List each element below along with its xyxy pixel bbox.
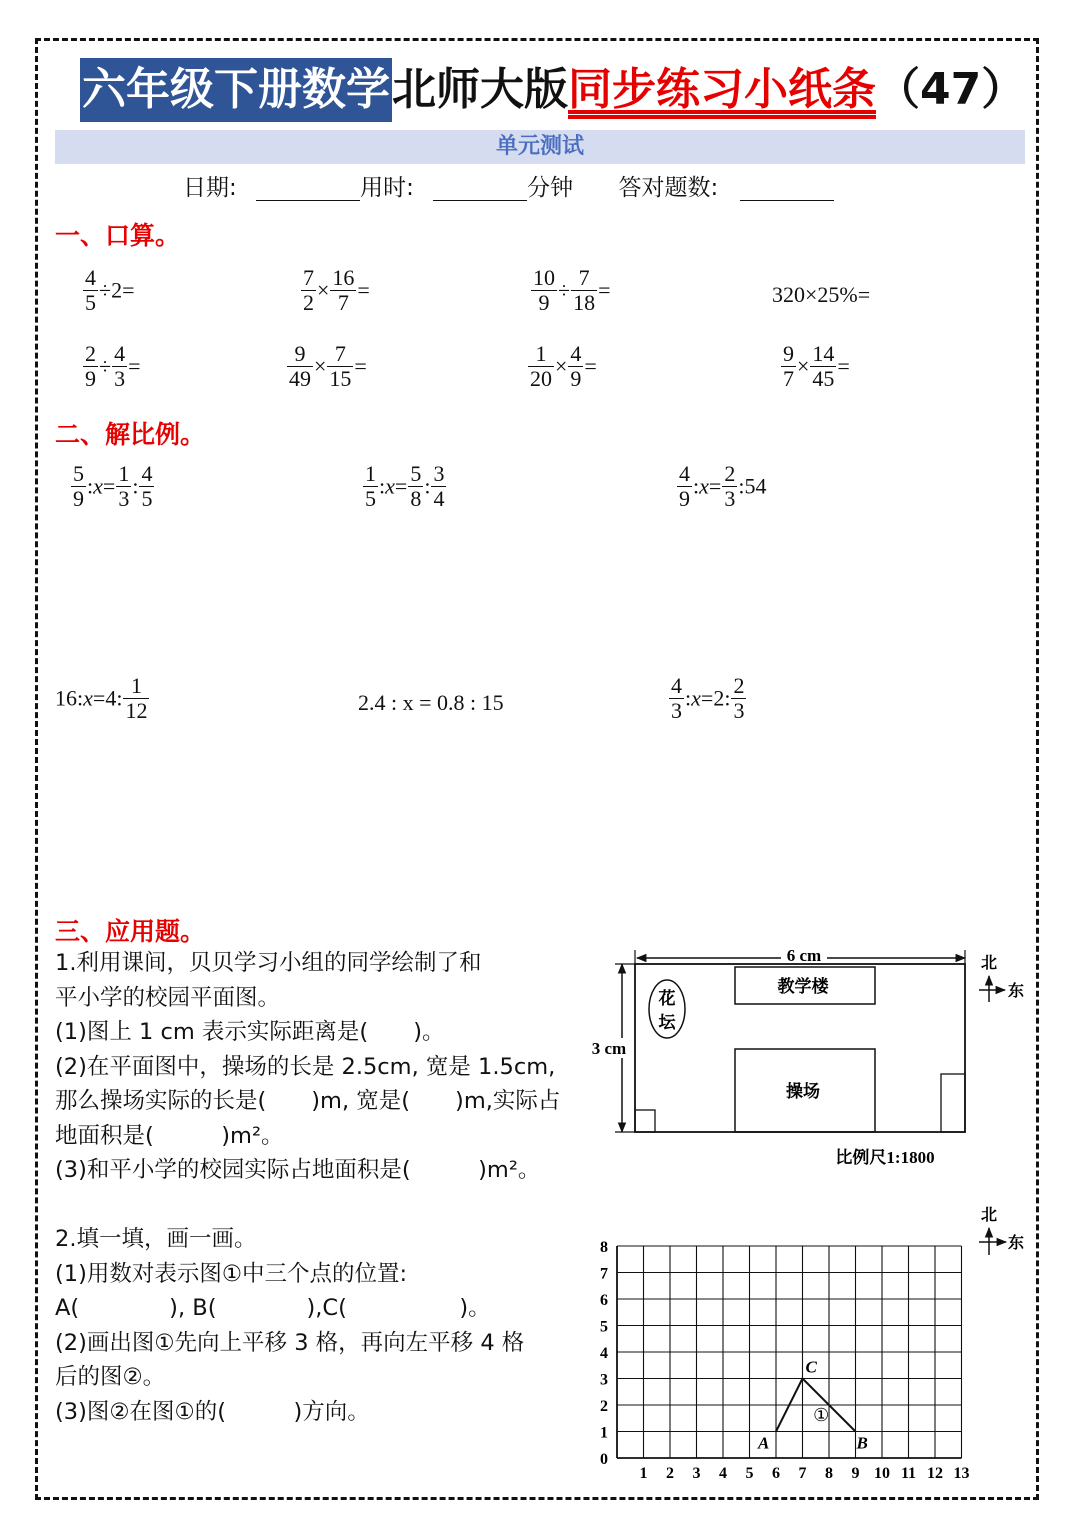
q1-line: 1.利用课间，贝贝学习小组的同学绘制了和: [55, 950, 482, 976]
calc-item: $\frac{7}{2}$ × $\frac{16}{7}$ =: [303, 265, 370, 316]
y-tick-label: 0: [600, 1451, 608, 1468]
flowerbed-label: 花: [658, 989, 676, 1008]
point-a-label: A: [758, 1433, 770, 1453]
q2-line: 2.填一填，画一画。: [55, 1226, 257, 1252]
correct-label: 答对题数:: [618, 175, 719, 201]
x-tick-label: 6: [772, 1465, 780, 1482]
title-number: （47）: [876, 64, 1026, 115]
time-label: 用时:: [360, 175, 414, 201]
x-tick-label: 1: [639, 1465, 648, 1482]
y-tick-label: 3: [600, 1371, 608, 1389]
x-tick-label: 9: [851, 1465, 860, 1482]
proportion-item: 2.4 : x = 0.8 : 15: [358, 690, 504, 715]
q1-line: (3)和平小学的校园实际占地面积是( )m²。: [55, 1157, 541, 1183]
point-c-label: C: [805, 1357, 817, 1377]
x-tick-label: 12: [927, 1465, 943, 1482]
q1-line: 地面积是( )m²。: [55, 1122, 284, 1149]
q2-line: (1)用数对表示图①中三个点的位置:: [55, 1260, 408, 1287]
width-label: 6 cm: [786, 946, 822, 965]
grid-north-label: 北: [980, 1207, 998, 1224]
title-series: 同步练习小纸条: [568, 64, 876, 115]
q2-line: (3)图②在图①的( )方向。: [55, 1398, 370, 1425]
y-tick-label: 4: [600, 1345, 608, 1362]
x-tick-label: 13: [953, 1465, 970, 1482]
y-tick-label: 6: [600, 1292, 608, 1309]
subtitle-bar: 单元测试: [55, 130, 1025, 164]
y-tick-label: 5: [600, 1318, 608, 1336]
x-tick-label: 4: [719, 1465, 727, 1482]
calc-item: $\frac{10}{9}$ ÷ $\frac{7}{18}$ =: [533, 265, 611, 316]
y-tick-label: 2: [600, 1398, 608, 1415]
x-tick-label: 3: [692, 1465, 701, 1482]
time-blank[interactable]: [433, 176, 527, 201]
date-blank[interactable]: [256, 176, 360, 201]
y-tick-label: 7: [600, 1265, 608, 1283]
calc-item: $\frac{1}{20}$ × $\frac{4}{9}$ =: [530, 341, 597, 392]
q2-line: A( ), B( ),C( )。: [55, 1295, 491, 1321]
section1-title: 一、口算。: [55, 221, 181, 250]
header-row: [183, 170, 834, 206]
calc-item: $\frac{9}{7}$ × $\frac{14}{45}$ =: [783, 341, 850, 392]
building-label: 教学楼: [777, 977, 829, 996]
grid-east-label: 东: [1007, 1235, 1025, 1252]
x-tick-label: 11: [900, 1465, 917, 1482]
proportion-item: $\frac{4}{3}$ :x=2: $\frac{2}{3}$: [671, 673, 745, 724]
y-tick-label: 1: [600, 1424, 608, 1442]
date-label: 日期:: [183, 175, 237, 201]
x-tick-label: 2: [666, 1465, 674, 1482]
q2-line: (2)画出图①先向上平移 3 格，再向左平移 4 格: [55, 1329, 525, 1356]
calc-item: $\frac{9}{49}$ × $\frac{7}{15}$ =: [289, 341, 367, 392]
map-east-label: 东: [1007, 983, 1025, 1000]
q1-line: (1)图上 1 cm 表示实际距离是( )。: [55, 1019, 445, 1045]
calc-item: 320×25%=: [772, 282, 871, 307]
scale-label: 比例尺1:1800: [835, 1148, 935, 1167]
section3-title: 三、应用题。: [55, 917, 206, 946]
calc-item: $\frac{2}{9}$ ÷ $\frac{4}{3}$ =: [85, 341, 141, 392]
question1: [55, 946, 560, 1188]
q2-line: 后的图②。: [55, 1364, 166, 1390]
playground-label: 操场: [786, 1082, 820, 1101]
calc-item: $\frac{4}{5}$ ÷2=: [85, 265, 135, 316]
question2: [55, 1222, 524, 1429]
campus-map: [585, 940, 1030, 1175]
proportion-item: $\frac{5}{9}$ :x= $\frac{1}{3}$ : $\frac{4}{5}$: [73, 461, 153, 512]
height-label: 3 cm: [591, 1039, 627, 1058]
y-tick-label: 8: [600, 1239, 608, 1256]
x-tick-label: 10: [874, 1465, 890, 1482]
minutes-label: 分钟: [527, 175, 574, 201]
proportion-item: 16:x=4: $\frac{1}{12}$: [55, 673, 148, 724]
correct-blank[interactable]: [740, 176, 834, 201]
page-title: [80, 58, 1025, 122]
section2-title: 二、解比例。: [55, 420, 206, 449]
q1-line: (2)在平面图中，操场的长是 2.5cm, 宽是 1.5cm,: [55, 1053, 556, 1080]
q1-line: 那么操场实际的长是( )m, 宽是( )m,实际占: [55, 1088, 561, 1114]
coordinate-grid: [590, 1200, 1030, 1488]
title-grade: 六年级下册数学: [80, 58, 392, 122]
x-tick-label: 7: [798, 1465, 807, 1482]
proportion-item: $\frac{1}{5}$ :x= $\frac{5}{8}$ : $\frac{3}{4}$: [365, 461, 445, 512]
x-tick-label: 8: [825, 1465, 833, 1482]
q1-line: 平小学的校园平面图。: [55, 984, 281, 1011]
x-tick-label: 5: [745, 1465, 754, 1482]
title-edition: 北师大版: [392, 64, 568, 115]
map-north-label: 北: [980, 955, 998, 972]
flowerbed-label: 坛: [658, 1013, 676, 1032]
point-b-label: B: [856, 1433, 868, 1453]
figure-1-label: ①: [813, 1404, 830, 1425]
proportion-item: $\frac{4}{9}$ :x= $\frac{2}{3}$ :54: [679, 461, 767, 512]
